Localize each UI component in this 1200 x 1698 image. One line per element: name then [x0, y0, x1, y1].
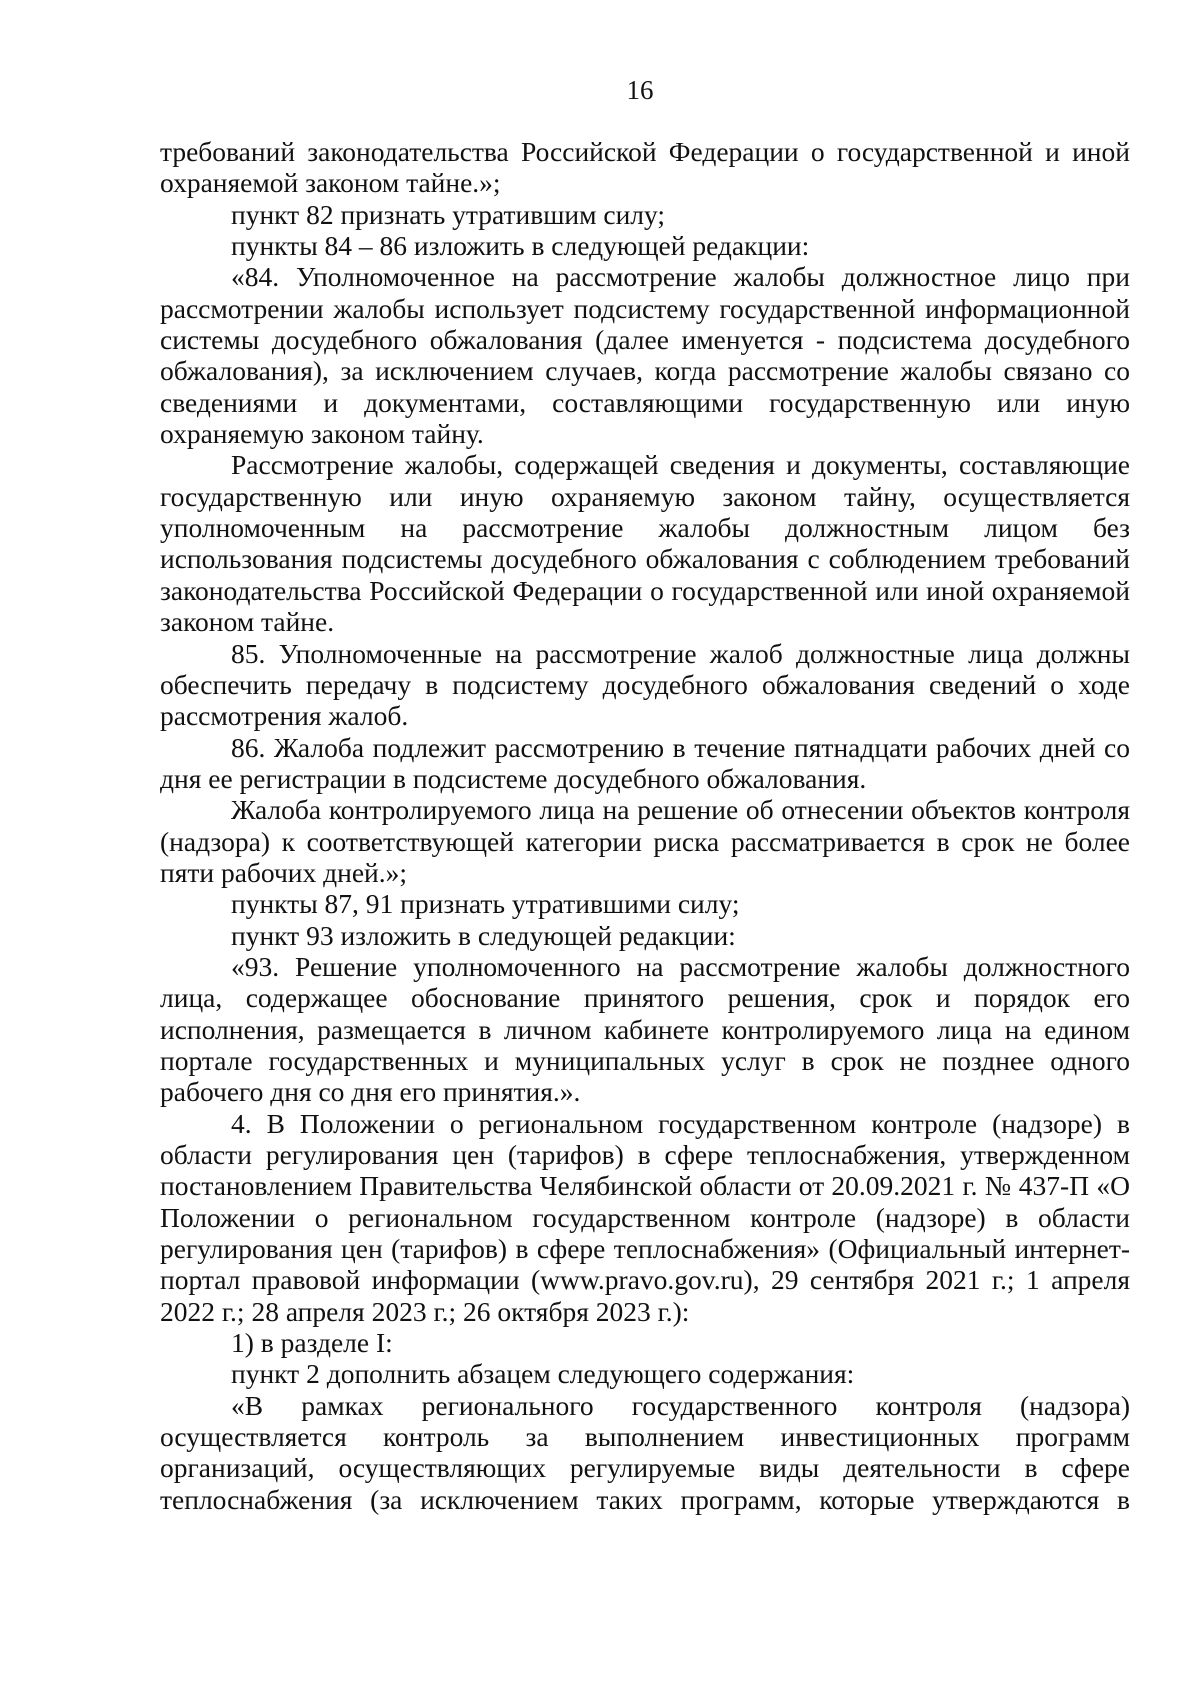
page-number: 16 [626, 75, 654, 105]
paragraph-investment-control: «В рамках регионального государственного контроля (надзора) осуществляется контроль за выполнением инвестиционных программ организаций, осуществляющих регулируемые виды деятельности в сфере теплоснабжения (за исключением таких программ, которые утверждаются в [160, 1389, 1130, 1515]
paragraph-items-84-86: пункты 84 – 86 изложить в следующей редакции: [231, 230, 810, 262]
paragraph-item-2: пункт 2 дополнить абзацем следующего содержания: [231, 1358, 855, 1390]
paragraph-item-82: пункт 82 признать утратившим силу; [231, 198, 666, 230]
paragraph-section-1: 1) в разделе I: [231, 1327, 393, 1359]
paragraph-86-risk: Жалоба контролируемого лица на решение об отнесении объектов контроля (надзора) к соответствующей категории риска рассматривается в срок не более пяти рабочих дней.»; [160, 794, 1130, 888]
paragraph-section-4: 4. В Положении о региональном государственном контроле (надзоре) в области регулирования цен (тарифов) в сфере теплоснабжения, утвержденном постановлением Правительства Челябинской области от 20.09.2021 г. № 437-П «О Положении о региональном государственном контроле (надзоре) в области регулирования цен (тарифов) в сфере теплоснабжения» (Официальный интернет-портал правовой информации (www.pravo.gov.ru), 29 сентября 2021 г.; 1 апреля 2022 г.; 28 апреля 2023 г.; 26 октября 2023 г.): [160, 1107, 1130, 1327]
paragraph-93: «93. Решение уполномоченного на рассмотрение жалобы должностного лица, содержащее обоснование принятого решения, срок и порядок его исполнения, размещается в личном кабинете контролируемого лица на едином портале государственных и муниципальных услуг в срок не позднее одного рабочего дня со дня его принятия.». [160, 950, 1130, 1108]
paragraph-items-87-91: пункты 87, 91 признать утратившими силу; [231, 888, 740, 920]
paragraph-continuation: требований законодательства Российской Федерации о государственной и иной охраняемой законом тайне.»; [160, 136, 1130, 199]
paragraph-84: «84. Уполномоченное на рассмотрение жалобы должностное лицо при рассмотрении жалобы использует подсистему государственной информационной системы досудебного обжалования (далее именуется - подсистема досудебного обжалования), за исключением случаев, когда рассмотрение жалобы связано со сведениями и документами, составляющими государственную или иную охраняемую законом тайну. [160, 261, 1130, 450]
paragraph-86: 86. Жалоба подлежит рассмотрению в течение пятнадцати рабочих дней со дня ее регистрации в подсистеме досудебного обжалования. [160, 731, 1130, 794]
paragraph-84-secret: Рассмотрение жалобы, содержащей сведения и документы, составляющие государственную или иную охраняемую законом тайну, осуществляется уполномоченным на рассмотрение жалобы должностным лицом без использования подсистемы досудебного обжалования с соблюдением требований законодательства Российской Федерации о государственной или иной охраняемой законом тайне. [160, 449, 1130, 638]
paragraph-85: 85. Уполномоченные на рассмотрение жалоб должностные лица должны обеспечить передачу в подсистему досудебного обжалования сведений о ходе рассмотрения жалоб. [160, 637, 1130, 732]
paragraph-item-93: пункт 93 изложить в следующей редакции: [231, 919, 736, 951]
document-body [160, 136, 1130, 1515]
